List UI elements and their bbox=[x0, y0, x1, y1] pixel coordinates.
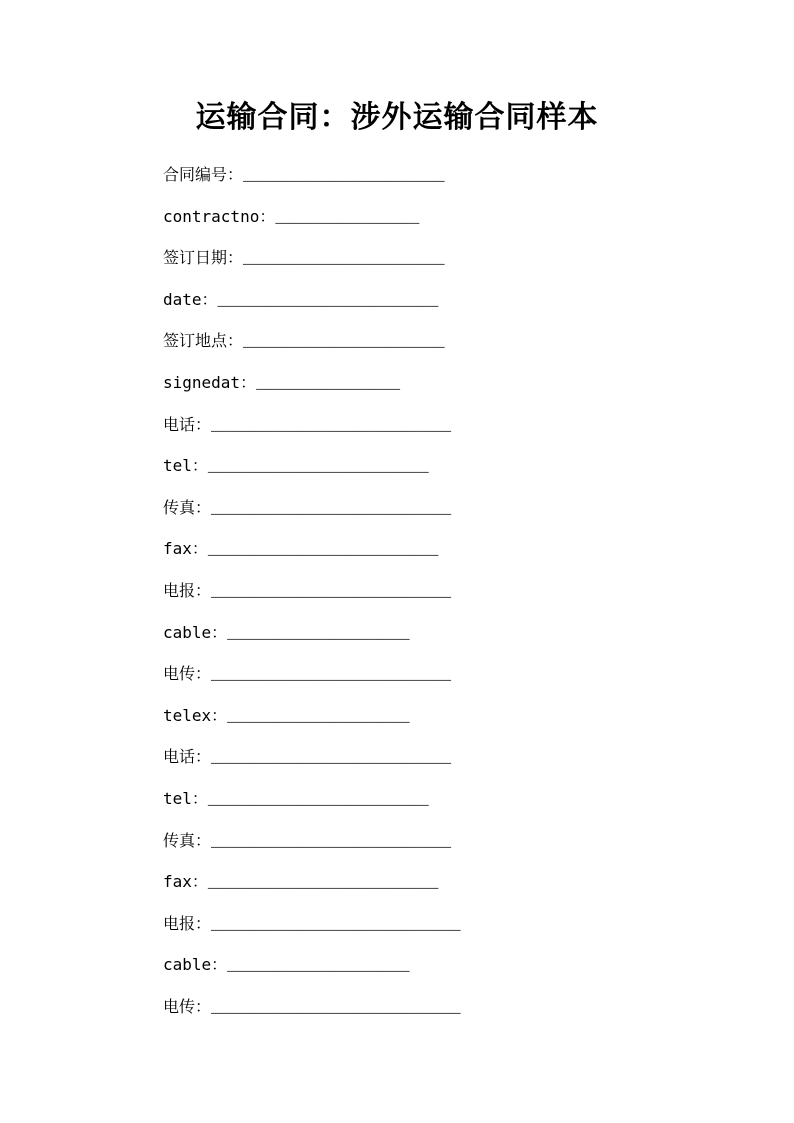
field-line bbox=[163, 612, 683, 654]
field-label: 电传： bbox=[163, 996, 212, 1016]
field-label: 电报： bbox=[163, 913, 212, 933]
field-blank: _______________________ bbox=[207, 790, 429, 809]
field-line bbox=[163, 362, 683, 404]
field-line bbox=[163, 861, 683, 903]
field-line bbox=[163, 986, 683, 1028]
field-label: 电话： bbox=[163, 747, 212, 767]
field-line bbox=[163, 570, 683, 612]
field-label: date： bbox=[163, 289, 218, 309]
field-label: 传真： bbox=[163, 830, 212, 850]
field-blank: _______________________ bbox=[207, 458, 429, 477]
field-blank: _____________________ bbox=[243, 250, 445, 269]
field-blank: _______________ bbox=[256, 374, 401, 393]
field-label: telex： bbox=[163, 705, 228, 725]
field-line bbox=[163, 320, 683, 362]
field-label: fax： bbox=[163, 872, 208, 892]
field-blank: ___________________ bbox=[227, 957, 410, 976]
field-line bbox=[163, 820, 683, 862]
field-line bbox=[163, 778, 683, 820]
field-blank: _________________________ bbox=[211, 499, 452, 518]
field-label: 签订地点： bbox=[163, 331, 244, 351]
field-label: 传真： bbox=[163, 497, 212, 517]
field-label: contractno： bbox=[163, 206, 276, 226]
field-line bbox=[163, 487, 683, 529]
field-line bbox=[163, 404, 683, 446]
field-blank: _________________________ bbox=[211, 416, 452, 435]
field-line bbox=[163, 528, 683, 570]
field-blank: __________________________ bbox=[211, 915, 461, 934]
field-label: cable： bbox=[163, 955, 228, 975]
field-line bbox=[163, 196, 683, 238]
field-blank: ___________________ bbox=[227, 624, 410, 643]
field-line bbox=[163, 944, 683, 986]
field-blank: _______________________ bbox=[217, 291, 439, 310]
field-label: tel： bbox=[163, 788, 208, 808]
field-blank: __________________________ bbox=[211, 998, 461, 1017]
field-blank: _____________________ bbox=[243, 333, 445, 352]
field-blank: _________________________ bbox=[211, 666, 452, 685]
field-line bbox=[163, 903, 683, 945]
field-blank: ________________________ bbox=[207, 541, 439, 560]
field-line bbox=[163, 279, 683, 321]
field-label: 电话： bbox=[163, 414, 212, 434]
document-title: 运输合同：涉外运输合同样本 bbox=[195, 100, 599, 135]
field-label: 电传： bbox=[163, 664, 212, 684]
field-blank: ___________________ bbox=[227, 707, 410, 726]
field-line bbox=[163, 445, 683, 487]
field-blank: _________________________ bbox=[211, 832, 452, 851]
field-line bbox=[163, 653, 683, 695]
field-line bbox=[163, 237, 683, 279]
field-blank: _______________ bbox=[275, 208, 420, 227]
field-blank: _________________________ bbox=[211, 749, 452, 768]
field-blank: ________________________ bbox=[207, 874, 439, 893]
field-line bbox=[163, 736, 683, 778]
field-label: fax： bbox=[163, 539, 208, 559]
field-line bbox=[163, 695, 683, 737]
field-label: 电报： bbox=[163, 580, 212, 600]
contract-fields bbox=[163, 154, 683, 1027]
field-blank: _________________________ bbox=[211, 582, 452, 601]
field-blank: _____________________ bbox=[243, 167, 445, 185]
field-label: 合同编号： bbox=[163, 165, 244, 184]
field-label: 签订日期： bbox=[163, 248, 244, 268]
field-label: signedat： bbox=[163, 372, 257, 392]
field-label: cable： bbox=[163, 622, 228, 642]
field-line bbox=[163, 154, 683, 196]
field-label: tel： bbox=[163, 456, 208, 476]
